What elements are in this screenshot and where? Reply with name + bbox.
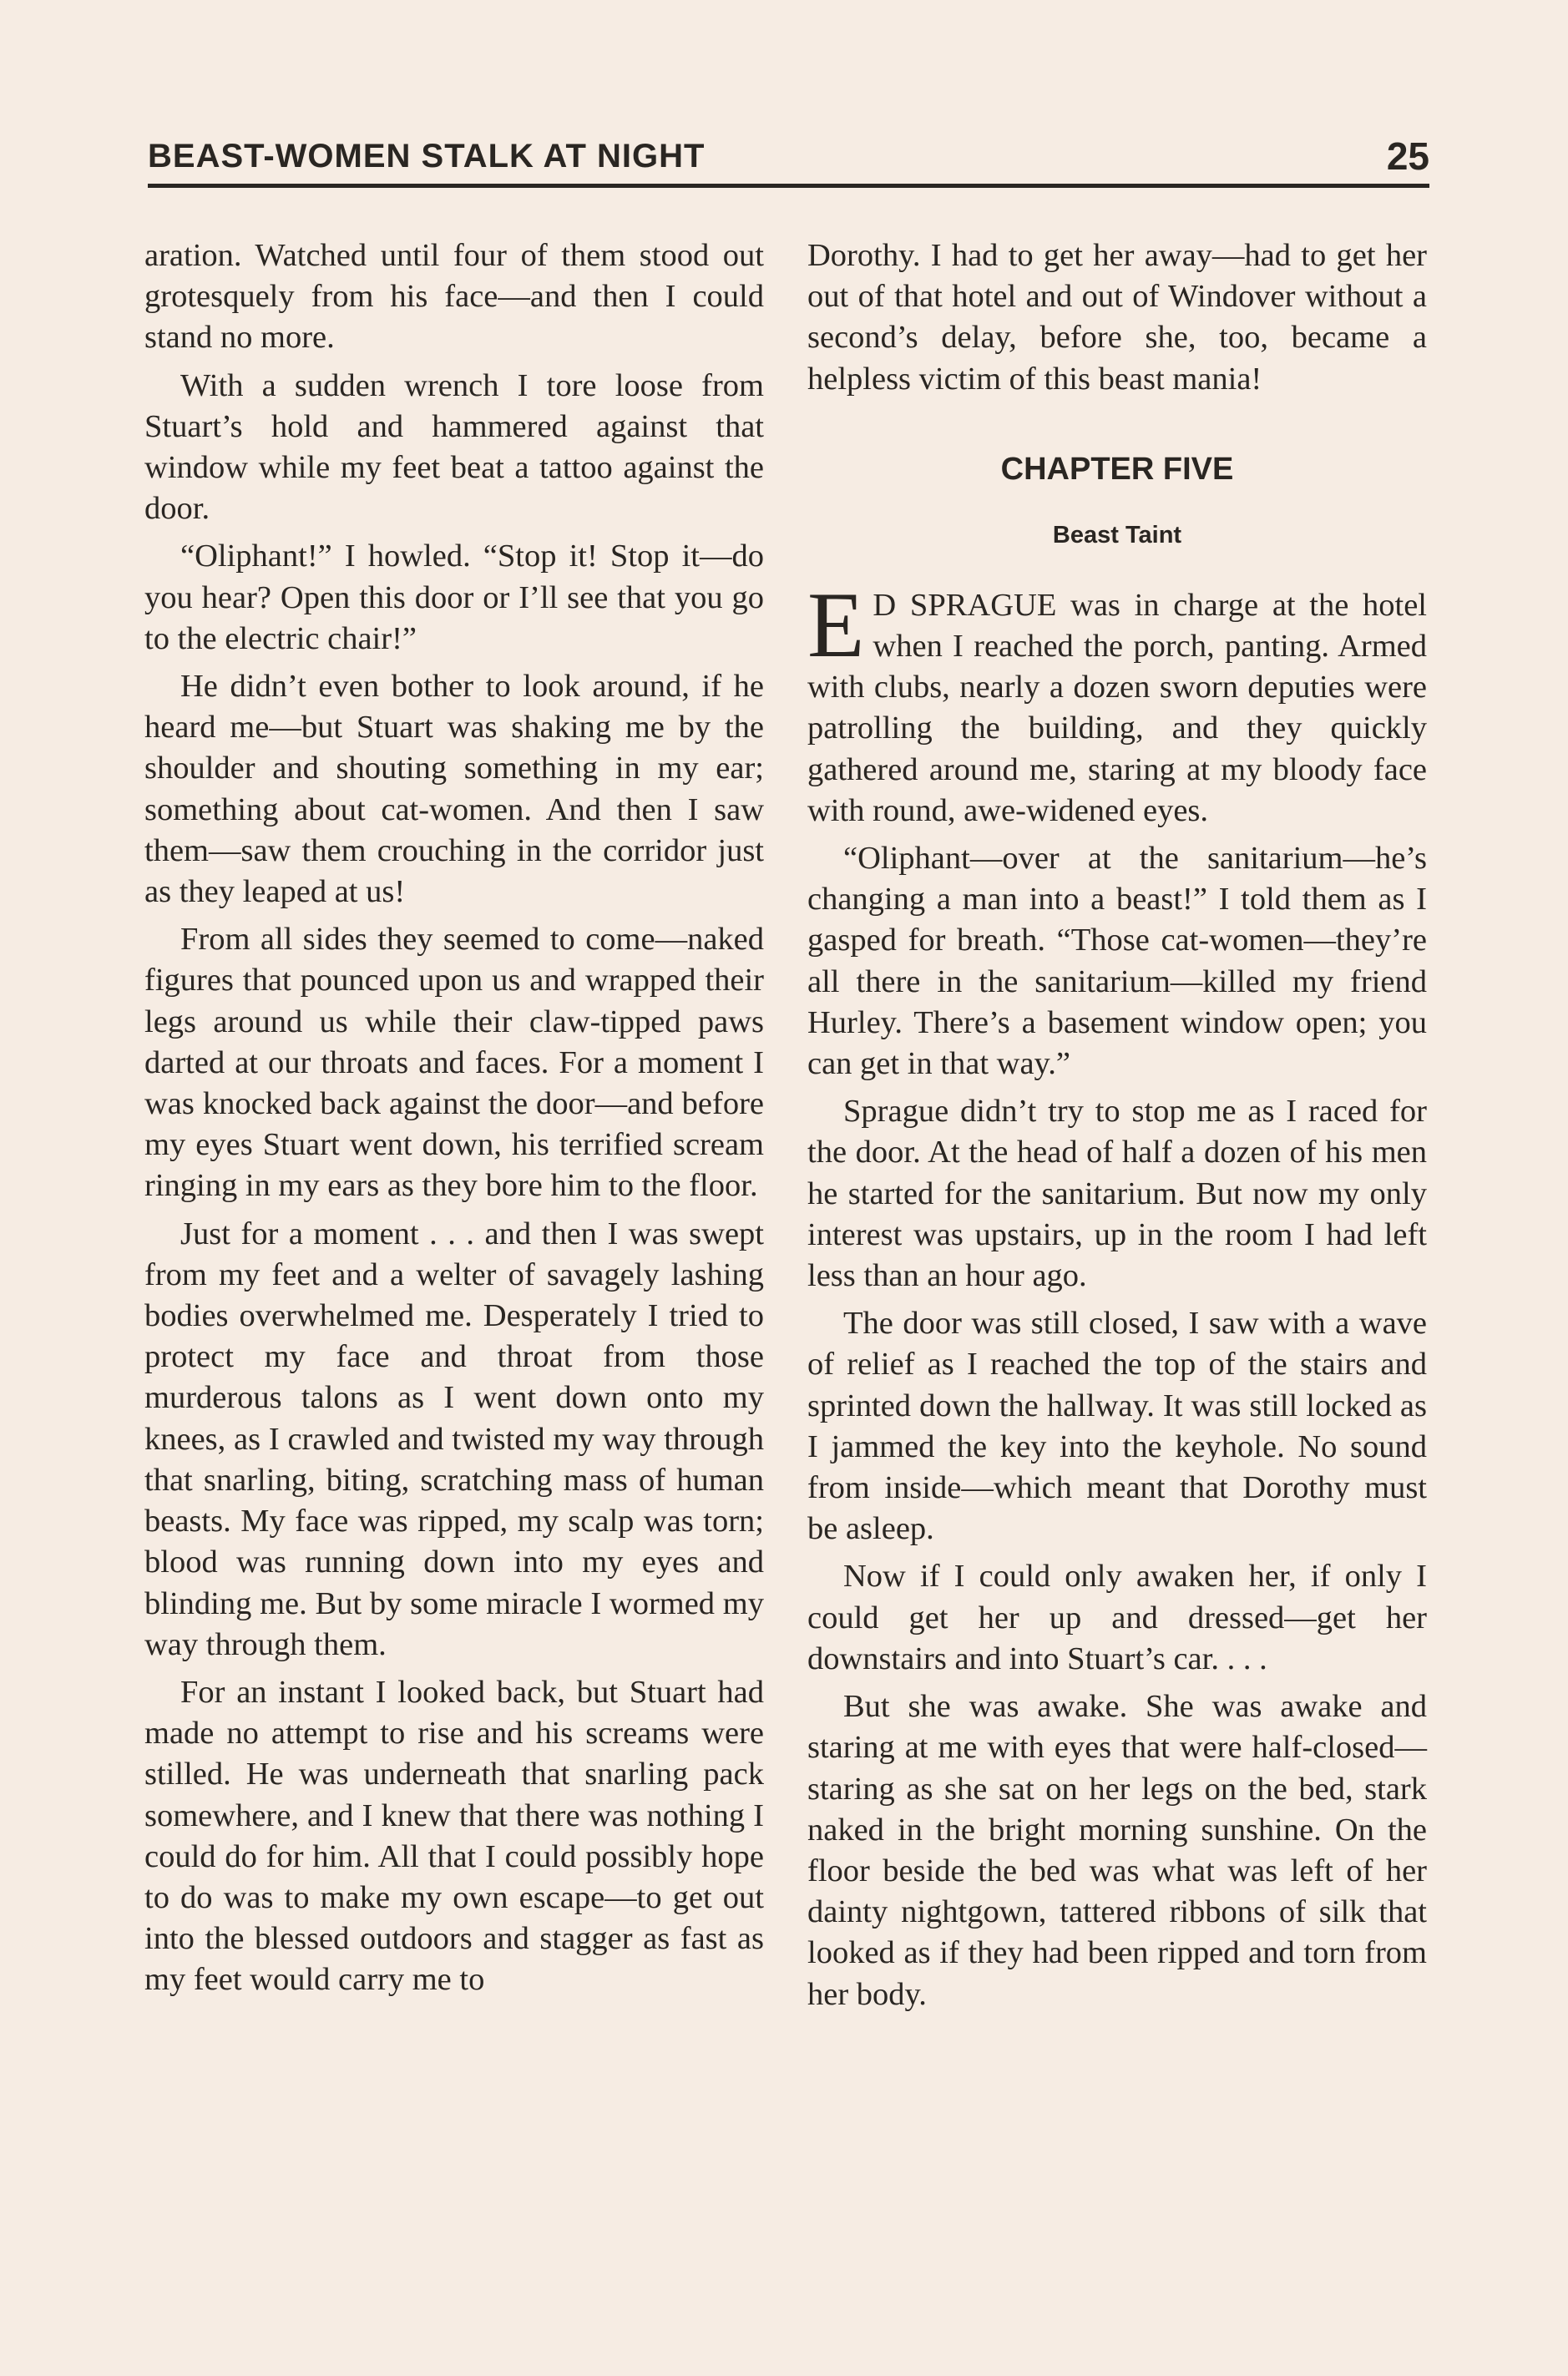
paragraph: From all sides they seemed to come—naked figures that pounced upon us and wrapped their legs around us while their claw-tipped paws darted at our throats and faces. For a moment I was knocked back against the door—and before my eyes Stuart went down, his terrified scream ringing in my ears as they bore him to the floor.: [144, 922, 764, 1204]
paragraph: Now if I could only awaken her, if only I could get her up and dressed—get her downstairs and into Stuart’s car. . . .: [807, 1559, 1427, 1676]
chapter-opening-paragraph: [807, 573, 1427, 832]
paragraph: Sprague didn’t try to stop me as I raced for the door. At the head of half a dozen of his men he started for the sanitarium. But now my only interest was upstairs, up in the room I had left less than an hour ago.: [807, 1094, 1427, 1294]
page-header: [148, 134, 1429, 188]
paragraph: With a sudden wrench I tore loose from Stuart’s hold and hammered against that window while my feet beat a tattoo against the door.: [144, 367, 764, 527]
page-number: 25: [1386, 134, 1429, 178]
paragraph: “Oliphant!” I howled. “Stop it! Stop it—do you hear? Open this door or I’ll see that you go to the electric chair!”: [144, 538, 764, 656]
running-title: BEAST-WOMEN STALK AT NIGHT: [148, 138, 706, 174]
right-column: [807, 235, 1427, 2022]
paragraph: He didn’t even bother to look around, if he heard me—but Stuart was shaking me by the shoulder and shouting something in my ear; something about cat-women. And then I saw them—saw them crouching in the corridor just as they leaped at us!: [144, 669, 764, 910]
paragraph: The door was still closed, I saw with a wave of relief as I reached the top of the stairs and sprinted down the hallway. It was still locked as I jammed the key into the keyhole. No sound from inside—which meant that Dorothy must be asleep.: [807, 1306, 1427, 1547]
paragraph: Dorothy. I had to get her away—had to get her out of that hotel and out of Windover without a second’s delay, before she, too, became a helpless victim of this beast mania!: [807, 238, 1427, 397]
left-column: [144, 235, 764, 2008]
opening-text: D SPRAGUE was in charge at the hotel when I reached the porch, panting. Armed with clubs, nearly a dozen sworn deputies were patrolling the building, and they quickly gathered around me, staring at my bloody face with round, awe-widened eyes.: [807, 587, 1427, 828]
paragraph: “Oliphant—over at the sanitarium—he’s changing a man into a beast!” I told them as I gasped for breath. “Those cat-women—they’re all there in the sanitarium—killed my friend Hurley. There’s a basement window open; you can get in that way.”: [807, 841, 1427, 1082]
paragraph: But she was awake. She was awake and staring at me with eyes that were half-closed—staring as she sat on her legs on the bed, stark naked in the bright morning sunshine. On the floor beside the bed was what was left of her dainty nightgown, tattered ribbons of silk that looked as if they had been ripped and torn from her body.: [807, 1689, 1427, 2012]
paragraph: For an instant I looked back, but Stuart had made no attempt to rise and his screams were stilled. He was underneath that snarling pack somewhere, and I knew that there was nothing I could do for him. All that I could possibly hope to do was to make my own escape—to get out into the blessed outdoors and stagger as fast as my feet would carry me to: [144, 1674, 764, 1998]
chapter-subtitle: Beast Taint: [1052, 521, 1182, 549]
chapter-title: CHAPTER FIVE: [1000, 451, 1234, 487]
drop-cap: E: [807, 573, 865, 677]
paragraph: Just for a moment . . . and then I was swept from my feet and a welter of savagely lashing bodies overwhelmed me. Desperately I tried to protect my face and throat from those murderous talons as I went down onto my knees, as I crawled and twisted my way through that snarling, biting, scratching mass of human beasts. My face was ripped, my scalp was torn; blood was running down into my eyes and blinding me. But by some miracle I wormed my way through them.: [144, 1216, 764, 1662]
paragraph: aration. Watched until four of them stood out grotesquely from his face—and then I could stand no more.: [144, 238, 764, 356]
